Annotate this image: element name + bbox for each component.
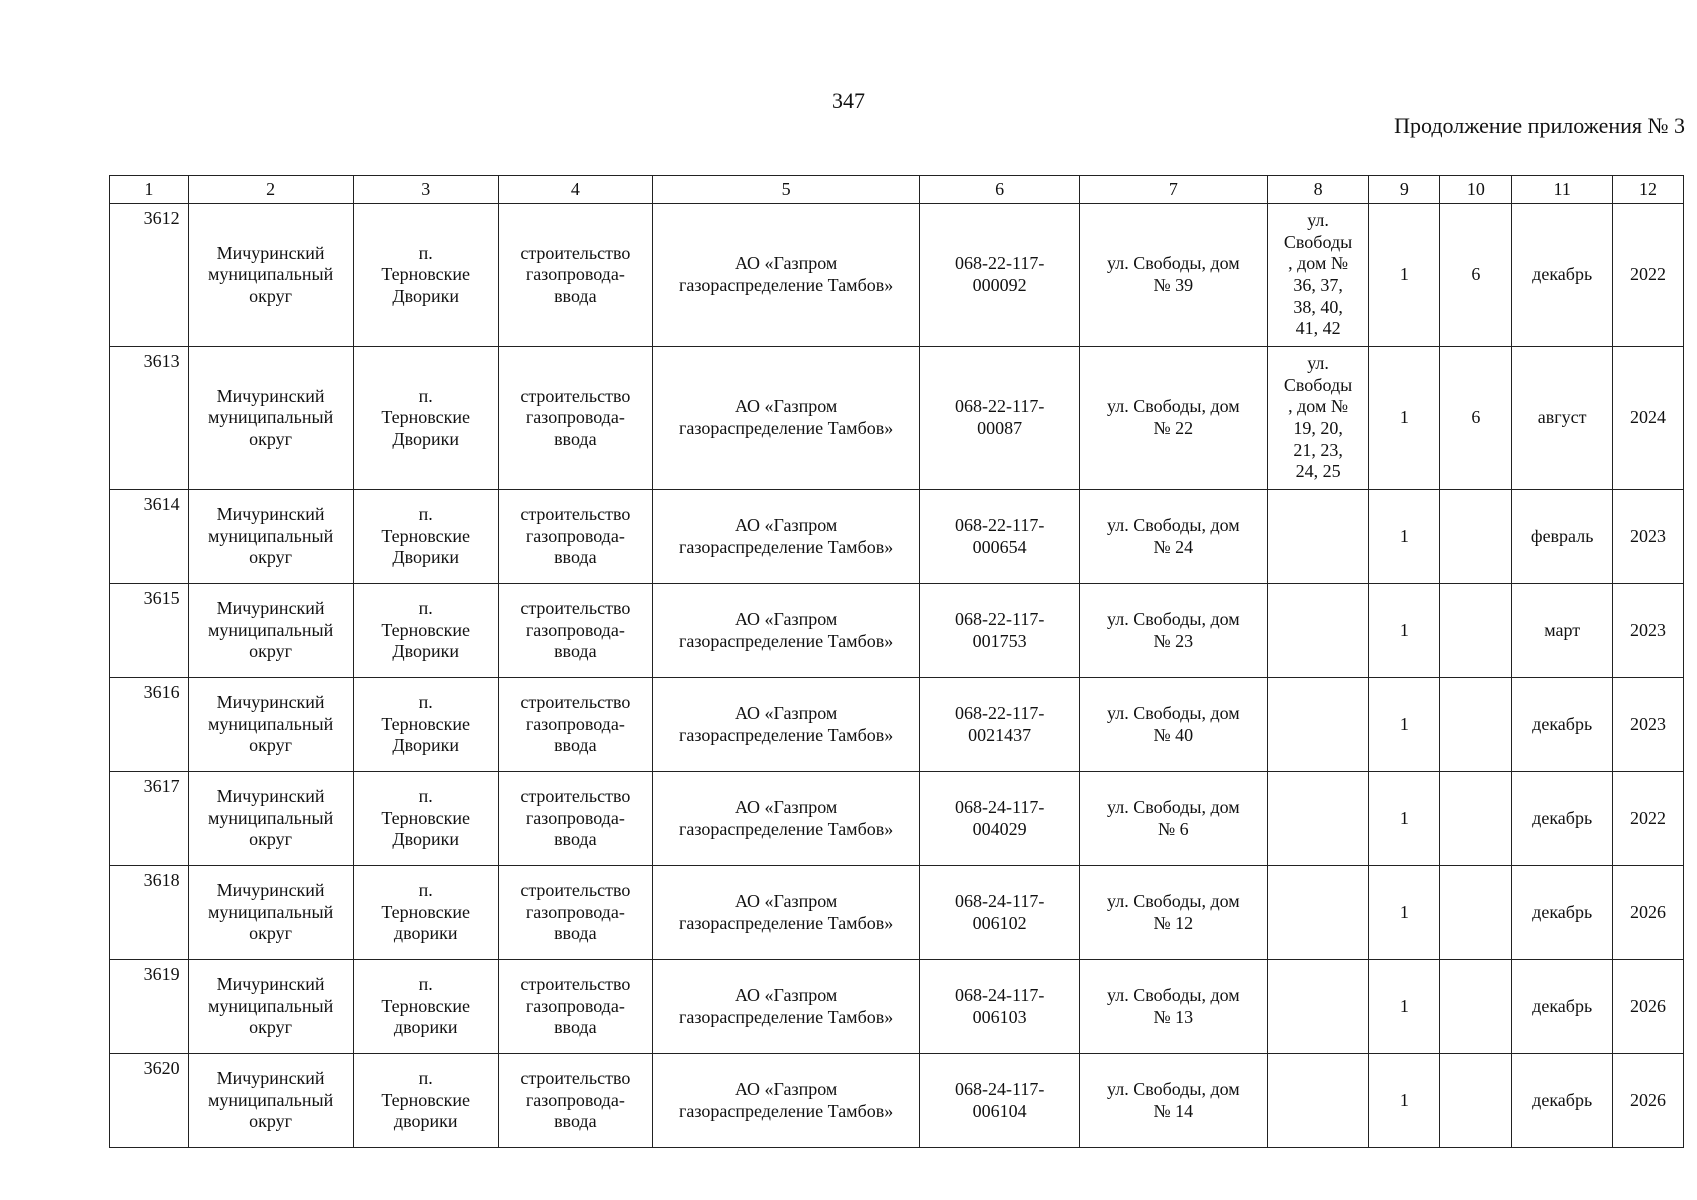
- cell-line: 068-24-117-: [955, 890, 1045, 911]
- work-type-cell: [498, 772, 652, 866]
- work-type-cell: [498, 347, 652, 490]
- settlement-cell: [353, 1054, 498, 1148]
- work-type-cell: [498, 866, 652, 960]
- cell-line: № 23: [1153, 630, 1194, 651]
- cell-line: № 39: [1153, 275, 1194, 295]
- table-row: [110, 678, 1684, 772]
- cell-line: ул. Свободы, дом: [1107, 253, 1240, 274]
- cell-line: округ: [249, 428, 293, 449]
- settlement-cell: [353, 490, 498, 584]
- address-cell: [1079, 347, 1267, 490]
- connected-houses-cell: [1267, 678, 1369, 772]
- cell-line: ул. Свободы, дом: [1107, 984, 1240, 1005]
- cell-line: Терновские: [381, 525, 471, 546]
- table-row: [110, 204, 1684, 347]
- column-10-cell: [1440, 866, 1512, 960]
- cell-line: строительство: [520, 242, 631, 263]
- cell-line: № 12: [1153, 912, 1194, 933]
- work-type-cell: [498, 1054, 652, 1148]
- table-row: [110, 490, 1684, 584]
- cell-line: Мичуринский: [216, 880, 325, 901]
- district-cell: [188, 347, 353, 490]
- table-row: [110, 866, 1684, 960]
- cell-line: № 6: [1158, 818, 1189, 839]
- month-cell: март: [1512, 584, 1612, 678]
- settlement-cell: [353, 678, 498, 772]
- cell-line: 000092: [972, 275, 1027, 295]
- cell-line: ввода: [554, 641, 597, 662]
- cell-line: ул. Свободы, дом: [1107, 396, 1240, 417]
- cell-line: газораспределение Тамбов»: [679, 724, 894, 745]
- year-cell: 2022: [1612, 204, 1683, 347]
- cell-line: строительство: [520, 385, 631, 406]
- cell-line: газопровода-: [525, 525, 625, 546]
- table-row: [110, 347, 1684, 490]
- organization-cell: [652, 678, 920, 772]
- cell-line: округ: [249, 547, 293, 568]
- cell-line: АО «Газпром: [734, 253, 838, 274]
- cell-line: 068-22-117-: [955, 702, 1045, 723]
- column-numbers-row: [110, 176, 1684, 204]
- address-cell: [1079, 678, 1267, 772]
- cell-line: Терновские: [381, 619, 471, 640]
- connected-houses-cell: [1267, 772, 1369, 866]
- cell-line: ул.: [1307, 353, 1329, 374]
- cell-line: ввода: [554, 1017, 597, 1038]
- connected-houses-cell: [1267, 866, 1369, 960]
- cell-line: строительство: [520, 692, 631, 713]
- column-9-cell: 1: [1369, 960, 1440, 1054]
- cell-line: Терновские: [381, 407, 471, 428]
- work-type-cell: [498, 960, 652, 1054]
- settlement-cell: [353, 347, 498, 490]
- cell-line: 068-22-117-: [955, 514, 1045, 535]
- cell-line: п.: [418, 974, 433, 995]
- cell-line: 24, 25: [1295, 461, 1341, 482]
- cell-line: 00087: [977, 418, 1023, 438]
- cell-line: строительство: [520, 1068, 631, 1089]
- cell-line: п.: [418, 880, 433, 901]
- year-cell: 2023: [1612, 490, 1683, 584]
- cell-line: газораспределение Тамбов»: [679, 536, 894, 557]
- cell-line: муниципальный: [207, 1089, 334, 1110]
- cell-line: Дворики: [392, 735, 460, 756]
- column-10-cell: [1440, 678, 1512, 772]
- cell-line: газораспределение Тамбов»: [679, 418, 894, 438]
- settlement-cell: [353, 204, 498, 347]
- column-header: 5: [652, 176, 920, 204]
- column-10-cell: 6: [1440, 347, 1512, 490]
- address-cell: [1079, 584, 1267, 678]
- column-header: 7: [1079, 176, 1267, 204]
- cell-line: строительство: [520, 880, 631, 901]
- column-header: 11: [1512, 176, 1612, 204]
- column-header: 6: [920, 176, 1079, 204]
- cell-line: дворики: [393, 1017, 458, 1038]
- cell-line: п.: [418, 786, 433, 807]
- year-cell: 2026: [1612, 1054, 1683, 1148]
- cell-line: Мичуринский: [216, 598, 325, 619]
- connected-houses-cell: [1267, 1054, 1369, 1148]
- district-cell: [188, 490, 353, 584]
- page-number: 347: [832, 88, 865, 113]
- column-header: 1: [110, 176, 189, 204]
- column-10-cell: [1440, 490, 1512, 584]
- work-type-cell: [498, 204, 652, 347]
- cell-line: муниципальный: [207, 713, 334, 734]
- cell-line: п.: [418, 504, 433, 525]
- cell-line: газопровода-: [525, 264, 625, 285]
- cell-line: строительство: [520, 974, 631, 995]
- cell-line: № 13: [1153, 1006, 1194, 1027]
- cell-line: газопровода-: [525, 807, 625, 828]
- cell-line: Мичуринский: [216, 242, 325, 263]
- column-9-cell: 1: [1369, 584, 1440, 678]
- row-number-cell: 3612: [110, 204, 189, 347]
- year-cell: 2022: [1612, 772, 1683, 866]
- cell-line: 36, 37,: [1293, 275, 1343, 295]
- cell-line: Терновские: [381, 807, 471, 828]
- cell-line: № 22: [1153, 418, 1194, 438]
- cell-line: Дворики: [392, 641, 460, 662]
- cell-line: ввода: [554, 923, 597, 944]
- connected-houses-cell: [1267, 204, 1369, 347]
- connected-houses-cell: [1267, 347, 1369, 490]
- district-cell: [188, 1054, 353, 1148]
- cell-line: муниципальный: [207, 901, 334, 922]
- cell-line: ввода: [554, 428, 597, 449]
- month-cell: декабрь: [1512, 772, 1612, 866]
- month-cell: август: [1512, 347, 1612, 490]
- address-cell: [1079, 772, 1267, 866]
- column-9-cell: 1: [1369, 1054, 1440, 1148]
- cell-line: Терновские: [381, 901, 471, 922]
- cell-line: Дворики: [392, 285, 460, 306]
- cell-line: газопровода-: [525, 901, 625, 922]
- cell-line: п.: [418, 242, 433, 263]
- settlement-cell: [353, 960, 498, 1054]
- district-cell: [188, 960, 353, 1054]
- month-cell: декабрь: [1512, 678, 1612, 772]
- cell-line: строительство: [520, 504, 631, 525]
- cell-line: муниципальный: [207, 264, 334, 285]
- settlement-cell: [353, 584, 498, 678]
- row-number-cell: 3615: [110, 584, 189, 678]
- object-code-cell: [920, 866, 1079, 960]
- cell-line: 21, 23,: [1293, 439, 1343, 460]
- cell-line: муниципальный: [207, 525, 334, 546]
- object-code-cell: [920, 678, 1079, 772]
- row-number-cell: 3614: [110, 490, 189, 584]
- cell-line: Свободы: [1283, 374, 1353, 395]
- row-number-cell: 3616: [110, 678, 189, 772]
- cell-line: дворики: [393, 923, 458, 944]
- object-code-cell: [920, 204, 1079, 347]
- column-9-cell: 1: [1369, 866, 1440, 960]
- cell-line: округ: [249, 829, 293, 850]
- object-code-cell: [920, 584, 1079, 678]
- organization-cell: [652, 960, 920, 1054]
- cell-line: Мичуринский: [216, 504, 325, 525]
- cell-line: АО «Газпром: [734, 396, 838, 417]
- registry-table: [109, 175, 1684, 1148]
- year-cell: 2023: [1612, 678, 1683, 772]
- cell-line: № 14: [1153, 1100, 1194, 1121]
- cell-line: п.: [418, 692, 433, 713]
- cell-line: газораспределение Тамбов»: [679, 1100, 894, 1121]
- connected-houses-cell: [1267, 490, 1369, 584]
- cell-line: № 24: [1153, 536, 1194, 557]
- month-cell: декабрь: [1512, 866, 1612, 960]
- cell-line: Свободы: [1283, 231, 1353, 252]
- cell-line: муниципальный: [207, 995, 334, 1016]
- district-cell: [188, 678, 353, 772]
- cell-line: газораспределение Тамбов»: [679, 1006, 894, 1027]
- cell-line: АО «Газпром: [734, 702, 838, 723]
- cell-line: п.: [418, 385, 433, 406]
- cell-line: 068-22-117-: [955, 608, 1045, 629]
- cell-line: 006104: [972, 1100, 1027, 1121]
- district-cell: [188, 584, 353, 678]
- cell-line: АО «Газпром: [734, 514, 838, 535]
- row-number-cell: 3619: [110, 960, 189, 1054]
- cell-line: округ: [249, 1111, 293, 1132]
- cell-line: 068-24-117-: [955, 984, 1045, 1005]
- cell-line: АО «Газпром: [734, 984, 838, 1005]
- cell-line: округ: [249, 735, 293, 756]
- cell-line: 004029: [972, 818, 1027, 839]
- cell-line: Мичуринский: [216, 385, 325, 406]
- table-body: [110, 204, 1684, 1148]
- column-9-cell: 1: [1369, 204, 1440, 347]
- cell-line: АО «Газпром: [734, 796, 838, 817]
- cell-line: муниципальный: [207, 619, 334, 640]
- month-cell: февраль: [1512, 490, 1612, 584]
- organization-cell: [652, 490, 920, 584]
- work-type-cell: [498, 490, 652, 584]
- cell-line: 41, 42: [1295, 318, 1341, 339]
- cell-line: АО «Газпром: [734, 608, 838, 629]
- cell-line: муниципальный: [207, 407, 334, 428]
- cell-line: газораспределение Тамбов»: [679, 912, 894, 933]
- cell-line: № 40: [1153, 724, 1194, 745]
- cell-line: Мичуринский: [216, 974, 325, 995]
- work-type-cell: [498, 678, 652, 772]
- cell-line: Терновские: [381, 264, 471, 285]
- district-cell: [188, 204, 353, 347]
- table-row: [110, 772, 1684, 866]
- address-cell: [1079, 204, 1267, 347]
- organization-cell: [652, 866, 920, 960]
- cell-line: 19, 20,: [1293, 418, 1343, 438]
- organization-cell: [652, 584, 920, 678]
- connected-houses-cell: [1267, 960, 1369, 1054]
- cell-line: , дом №: [1288, 253, 1349, 274]
- cell-line: Терновские: [381, 1089, 471, 1110]
- cell-line: газопровода-: [525, 713, 625, 734]
- organization-cell: [652, 772, 920, 866]
- object-code-cell: [920, 1054, 1079, 1148]
- column-header: 4: [498, 176, 652, 204]
- table-row: [110, 1054, 1684, 1148]
- row-number-cell: 3617: [110, 772, 189, 866]
- cell-line: 000654: [972, 536, 1027, 557]
- column-header: 2: [188, 176, 353, 204]
- cell-line: , дом №: [1288, 396, 1349, 417]
- address-cell: [1079, 1054, 1267, 1148]
- organization-cell: [652, 347, 920, 490]
- column-9-cell: 1: [1369, 347, 1440, 490]
- row-number-cell: 3613: [110, 347, 189, 490]
- cell-line: 068-22-117-: [955, 253, 1045, 274]
- organization-cell: [652, 1054, 920, 1148]
- cell-line: округ: [249, 1017, 293, 1038]
- column-header: 3: [353, 176, 498, 204]
- year-cell: 2026: [1612, 866, 1683, 960]
- cell-line: строительство: [520, 786, 631, 807]
- column-header: 9: [1369, 176, 1440, 204]
- row-number-cell: 3618: [110, 866, 189, 960]
- cell-line: ул.: [1307, 210, 1329, 231]
- cell-line: ул. Свободы, дом: [1107, 890, 1240, 911]
- column-header: 12: [1612, 176, 1683, 204]
- cell-line: Мичуринский: [216, 786, 325, 807]
- cell-line: ввода: [554, 1111, 597, 1132]
- work-type-cell: [498, 584, 652, 678]
- cell-line: ввода: [554, 735, 597, 756]
- cell-line: ввода: [554, 829, 597, 850]
- cell-line: округ: [249, 641, 293, 662]
- object-code-cell: [920, 490, 1079, 584]
- cell-line: Терновские: [381, 995, 471, 1016]
- cell-line: газопровода-: [525, 1089, 625, 1110]
- cell-line: Мичуринский: [216, 1068, 325, 1089]
- cell-line: 068-22-117-: [955, 396, 1045, 417]
- cell-line: газораспределение Тамбов»: [679, 630, 894, 651]
- cell-line: Дворики: [392, 428, 460, 449]
- cell-line: газораспределение Тамбов»: [679, 818, 894, 839]
- cell-line: ул. Свободы, дом: [1107, 702, 1240, 723]
- cell-line: АО «Газпром: [734, 1078, 838, 1099]
- cell-line: Дворики: [392, 547, 460, 568]
- connected-houses-cell: [1267, 584, 1369, 678]
- column-9-cell: 1: [1369, 772, 1440, 866]
- column-10-cell: [1440, 772, 1512, 866]
- cell-line: 006102: [972, 912, 1027, 933]
- cell-line: ул. Свободы, дом: [1107, 608, 1240, 629]
- cell-line: 38, 40,: [1293, 296, 1343, 317]
- cell-line: 068-24-117-: [955, 1078, 1045, 1099]
- column-10-cell: [1440, 584, 1512, 678]
- column-header: 8: [1267, 176, 1369, 204]
- cell-line: 068-24-117-: [955, 796, 1045, 817]
- cell-line: п.: [418, 598, 433, 619]
- month-cell: декабрь: [1512, 1054, 1612, 1148]
- cell-line: округ: [249, 285, 293, 306]
- column-9-cell: 1: [1369, 678, 1440, 772]
- cell-line: ул. Свободы, дом: [1107, 514, 1240, 535]
- address-cell: [1079, 490, 1267, 584]
- column-header: 10: [1440, 176, 1512, 204]
- cell-line: 0021437: [968, 724, 1032, 745]
- year-cell: 2024: [1612, 347, 1683, 490]
- cell-line: муниципальный: [207, 807, 334, 828]
- row-number-cell: 3620: [110, 1054, 189, 1148]
- cell-line: АО «Газпром: [734, 890, 838, 911]
- object-code-cell: [920, 960, 1079, 1054]
- settlement-cell: [353, 866, 498, 960]
- cell-line: ул. Свободы, дом: [1107, 1078, 1240, 1099]
- cell-line: Терновские: [381, 713, 471, 734]
- object-code-cell: [920, 347, 1079, 490]
- table-row: [110, 960, 1684, 1054]
- cell-line: Мичуринский: [216, 692, 325, 713]
- month-cell: декабрь: [1512, 960, 1612, 1054]
- cell-line: ул. Свободы, дом: [1107, 796, 1240, 817]
- table-row: [110, 584, 1684, 678]
- address-cell: [1079, 960, 1267, 1054]
- cell-line: 006103: [972, 1006, 1027, 1027]
- cell-line: Дворики: [392, 829, 460, 850]
- cell-line: 001753: [972, 630, 1027, 651]
- organization-cell: [652, 204, 920, 347]
- year-cell: 2023: [1612, 584, 1683, 678]
- cell-line: округ: [249, 923, 293, 944]
- cell-line: газопровода-: [525, 619, 625, 640]
- settlement-cell: [353, 772, 498, 866]
- cell-line: ввода: [554, 285, 597, 306]
- address-cell: [1079, 866, 1267, 960]
- column-10-cell: [1440, 1054, 1512, 1148]
- column-10-cell: [1440, 960, 1512, 1054]
- column-9-cell: 1: [1369, 490, 1440, 584]
- cell-line: газопровода-: [525, 407, 625, 428]
- object-code-cell: [920, 772, 1079, 866]
- appendix-heading: Продолжение приложения № 3: [1394, 113, 1685, 138]
- column-10-cell: 6: [1440, 204, 1512, 347]
- cell-line: газопровода-: [525, 995, 625, 1016]
- cell-line: газораспределение Тамбов»: [679, 275, 894, 295]
- district-cell: [188, 866, 353, 960]
- cell-line: дворики: [393, 1111, 458, 1132]
- year-cell: 2026: [1612, 960, 1683, 1054]
- district-cell: [188, 772, 353, 866]
- cell-line: строительство: [520, 598, 631, 619]
- month-cell: декабрь: [1512, 204, 1612, 347]
- cell-line: п.: [418, 1068, 433, 1089]
- cell-line: ввода: [554, 547, 597, 568]
